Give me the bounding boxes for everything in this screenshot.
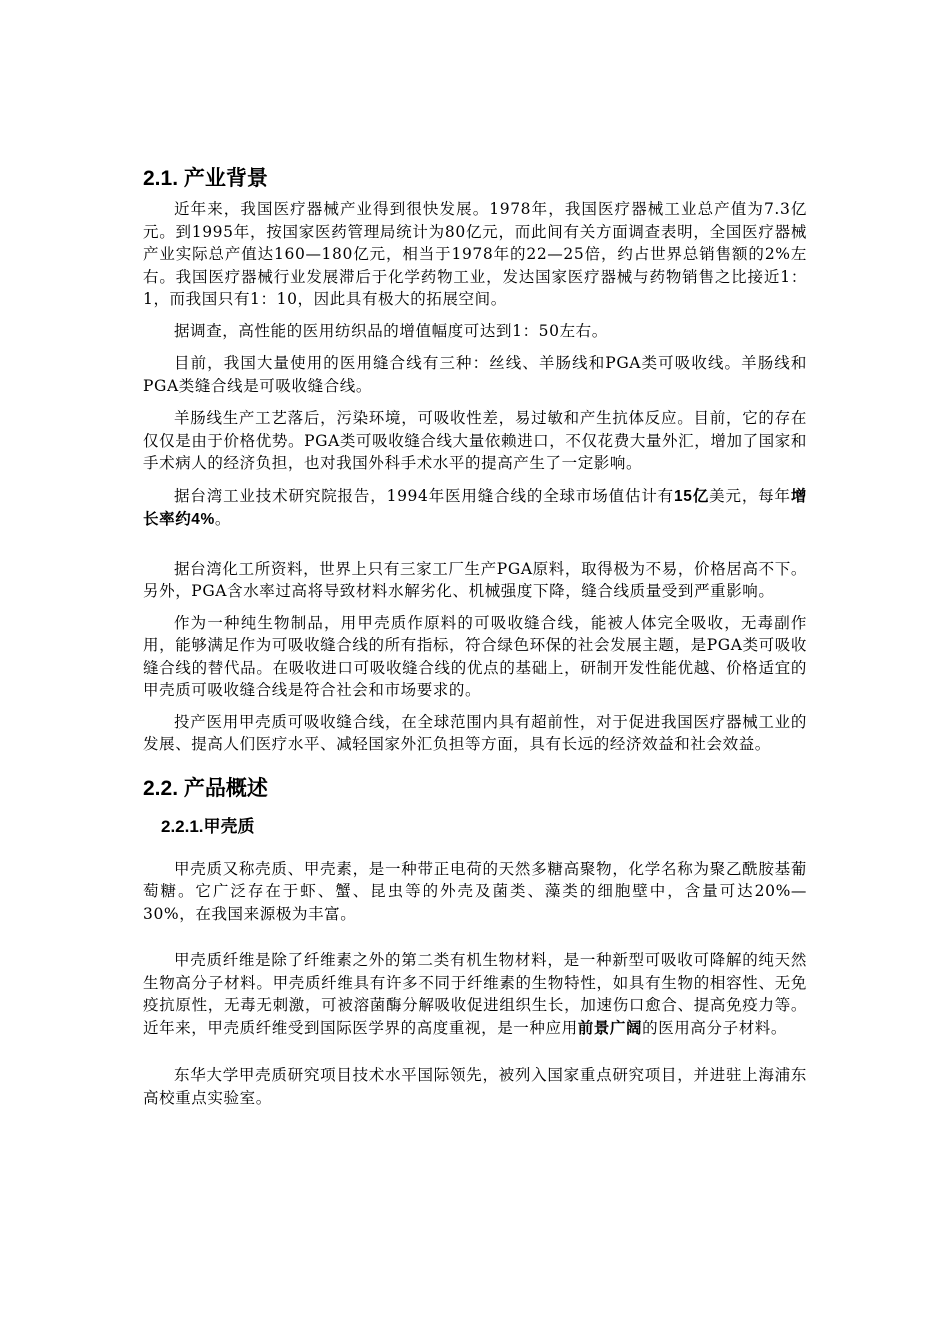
- subsection-heading-chitin: 2.2.1.甲壳质: [161, 816, 255, 836]
- paragraph-chitin-fiber: [143, 949, 807, 1040]
- paragraph: 投产医用甲壳质可吸收缝合线，在全球范围内具有超前性，对于促进我国医疗器械工业的发展、提高人们医疗水平、减轻国家外汇负担等方面，具有长远的经济效益和社会效益。: [143, 712, 807, 753]
- paragraph: 甲壳质又称壳质、甲壳素，是一种带正电荷的天然多糖高聚物，化学名称为聚乙酰胺基葡萄糖。它广泛存在于虾、蟹、昆虫等的外壳及菌类、藻类的细胞壁中，含量可达20%—30%，在我国来源极为丰富。: [143, 859, 807, 923]
- text-run: 据台湾工业技术研究院报告，1994年医用缝合线的全球市场值估计有: [174, 486, 675, 505]
- paragraph-market-value: [143, 485, 807, 532]
- paragraph: 东华大学甲壳质研究项目技术水平国际领先，被列入国家重点研究项目，并进驻上海浦东高校重点实验室。: [143, 1066, 807, 1107]
- paragraph: 据台湾化工所资料，世界上只有三家工厂生产PGA原料，取得极为不易，价格居高不下。另外，PGA含水率过高将导致材料水解劣化、机械强度下降，缝合线质量受到严重影响。: [143, 559, 807, 600]
- paragraph: 目前，我国大量使用的医用缝合线有三种：丝线、羊肠线和PGA类可吸收线。羊肠线和PGA类缝合线是可吸收缝合线。: [143, 354, 807, 395]
- bold-text: 前景广阔: [577, 1019, 643, 1037]
- text-run: 甲壳质纤维是除了纤维素之外的第二类有机生物材料，是一种新型可吸收可降解的纯天然生物高分子材料。甲壳质纤维具有许多不同于纤维素的生物特性，如具有生物的相容性、无免疫抗原性，无毒无刺激，可被溶菌酶分解吸收促进组织生长，加速伤口愈合、提高免疫力等。近年来，甲壳质纤维受到国际医学界的高度重视，是一种应用: [143, 951, 807, 1037]
- paragraph: 近年来，我国医疗器械产业得到很快发展。1978年，我国医疗器械工业总产值为7.3亿元。到1995年，按国家医药管理局统计为80亿元，而此间有关方面调查表明，全国医疗器械产业实际总产值达160—180亿元，相当于1978年的22—25倍，约占世界总销售额的2%左右。我国医疗器械行业发展滞后于化学药物工业，发达国家医疗器械与药物销售之比接近1：1，而我国只有1：10，因此具有极大的拓展空间。: [143, 200, 807, 308]
- paragraph: 羊肠线生产工艺落后，污染环境，可吸收性差，易过敏和产生抗体反应。目前，它的存在仅仅是由于价格优势。PGA类可吸收缝合线大量依赖进口，不仅花费大量外汇，增加了国家和手术病人的经济负担，也对我国外科手术水平的提高产生了一定影响。: [143, 409, 807, 472]
- text-run: 。: [214, 510, 232, 528]
- paragraph: 作为一种纯生物制品，用甲壳质作原料的可吸收缝合线，能被人体完全吸收，无毒副作用，能够满足作为可吸收缝合线的所有指标，符合绿色环保的社会发展主题，是PGA类可吸收缝合线的替代品。在吸收进口可吸收缝合线的优点的基础上，研制开发性能优越、价格适宜的甲壳质可吸收缝合线是符合社会和市场要求的。: [143, 613, 807, 699]
- section-heading-industry-background: 2.1. 产业背景: [143, 167, 268, 190]
- document-body: [143, 164, 807, 1109]
- bold-text: 15亿: [674, 487, 710, 505]
- paragraph: 据调查，高性能的医用纺织品的增值幅度可达到1：50左右。: [174, 321, 608, 340]
- section-heading-product-overview: 2.2. 产品概述: [143, 776, 268, 800]
- text-run: 的医用高分子材料。: [642, 1018, 788, 1037]
- bold-text: 增长率约4%: [143, 487, 807, 528]
- text-run: 美元，每年: [709, 486, 791, 505]
